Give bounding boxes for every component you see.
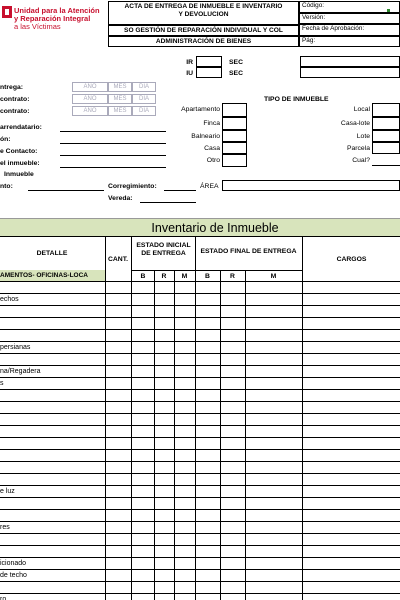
process-name: SO GESTIÓN DE REPARACIÓN INDIVIDUAL Y COL [108, 25, 299, 36]
row-line [0, 329, 400, 330]
logo-line-2: y Reparación Integral [14, 14, 91, 23]
row-line [0, 497, 400, 498]
row-line [0, 557, 400, 558]
ir-label: IR [186, 59, 193, 66]
col-estado-inicial [132, 242, 195, 258]
casa-lote-checkbox[interactable] [372, 117, 400, 130]
contrato1-ano[interactable]: AÑO [72, 94, 108, 104]
casa-checkbox[interactable] [222, 142, 247, 154]
table-row[interactable]: res [0, 524, 10, 531]
entrega-mes[interactable]: MES [108, 82, 132, 92]
row-line [0, 401, 400, 402]
section-label: AMENTOS- OFICINAS-LOCA [0, 272, 88, 279]
sub-final-m: M [270, 273, 277, 280]
logo-text [14, 7, 106, 31]
green-tick-icon [387, 9, 390, 12]
table-row[interactable]: s [0, 380, 4, 387]
lote-checkbox[interactable] [372, 130, 400, 142]
contrato2-ano[interactable]: AÑO [72, 106, 108, 116]
direccion-line[interactable] [60, 143, 166, 144]
contrato1-dia[interactable]: DIA [132, 94, 156, 104]
table-row[interactable]: na/Regadera [0, 368, 41, 375]
sub-col-divider [154, 270, 155, 600]
row-line [0, 413, 400, 414]
arrendatario-label: arrendatario: [0, 124, 42, 131]
row-line [0, 293, 400, 294]
table-row[interactable]: ro [0, 596, 7, 600]
row-line [0, 545, 400, 546]
parcela-label: Parcela [346, 145, 370, 152]
corregimiento-label: Corregimiento: [108, 183, 157, 190]
cual-label: Cual? [352, 157, 370, 164]
header-bottom-line [0, 281, 400, 282]
title-line-2: Y DEVOLUCION [178, 11, 229, 18]
sub-col-divider [174, 270, 175, 600]
balneario-checkbox[interactable] [222, 130, 247, 142]
entrega-label: ntrega: [0, 84, 24, 91]
col-estado-final: ESTADO FINAL DE ENTREGA [200, 248, 297, 255]
contrato2-mes[interactable]: MES [108, 106, 132, 116]
sub-final-b: B [205, 273, 210, 280]
balneario-label: Balneario [191, 133, 220, 140]
contrato-label-1: contrato: [0, 96, 30, 103]
logo-mark-icon [2, 6, 12, 18]
row-line [0, 377, 400, 378]
sub-col-divider [220, 270, 221, 600]
area-label: ÁREA [200, 183, 219, 190]
area-field[interactable] [222, 180, 400, 191]
iu-label: IU [186, 70, 193, 77]
row-line [0, 473, 400, 474]
corregimiento-line[interactable] [164, 190, 196, 191]
row-line [0, 569, 400, 570]
municipio-line[interactable] [28, 190, 104, 191]
meta-version: Versión: [299, 13, 400, 25]
lote-label: Lote [356, 133, 370, 140]
section-row-apartamentos [0, 270, 105, 281]
inmueble-label: Inmueble [4, 171, 34, 178]
direccion-label: ón: [0, 136, 11, 143]
table-row[interactable]: e luz [0, 488, 15, 495]
contrato2-dia[interactable]: DIA [132, 106, 156, 116]
sub-final-r: R [230, 273, 235, 280]
otro-label: Otro [206, 157, 220, 164]
table-row[interactable]: echos [0, 296, 19, 303]
apartamento-checkbox[interactable] [222, 103, 247, 117]
row-line [0, 461, 400, 462]
inventory-title: Inventario de Inmueble [151, 221, 279, 235]
row-line [0, 509, 400, 510]
row-line [0, 533, 400, 534]
table-row[interactable]: icionado [0, 560, 27, 567]
row-line [0, 593, 400, 594]
contacto-line[interactable] [60, 155, 166, 156]
finca-label: Finca [203, 120, 220, 127]
ir-sec-label: SEC [229, 59, 243, 66]
sub-inicial-m: M [181, 273, 188, 280]
unidad-victimas-logo [2, 6, 106, 36]
row-line [0, 365, 400, 366]
row-line [0, 353, 400, 354]
otro-checkbox[interactable] [222, 154, 247, 167]
logo-line-1: Unidad para la Atención [14, 6, 100, 15]
del-inmueble-line[interactable] [60, 167, 166, 168]
ir-field[interactable] [196, 56, 222, 67]
finca-checkbox[interactable] [222, 117, 247, 130]
del-inmueble-label: el inmueble: [0, 160, 40, 167]
sub-col-divider [245, 270, 246, 600]
table-row[interactable]: de techo [0, 572, 27, 579]
local-label: Local [353, 106, 370, 113]
col-cargos: CARGOS [336, 256, 367, 263]
document-title [108, 1, 299, 25]
table-top-line [0, 236, 400, 237]
sub-inicial-r: R [161, 273, 167, 280]
title-line-1: ACTA DE ENTREGA DE INMUEBLE E INVENTARIO [124, 3, 283, 10]
meta-codigo: Código: [299, 1, 400, 13]
apartamento-label: Apartamento [181, 106, 220, 113]
vereda-label: Vereda: [108, 195, 133, 202]
sec-field-2[interactable] [300, 67, 400, 78]
row-line [0, 437, 400, 438]
contrato-label-2: contrato: [0, 108, 30, 115]
contrato1-mes[interactable]: MES [108, 94, 132, 104]
vereda-line[interactable] [140, 202, 196, 203]
inventory-title-bar [0, 218, 400, 236]
col-detalle: DETALLE [36, 250, 68, 257]
iu-field[interactable] [196, 67, 222, 78]
row-line [0, 389, 400, 390]
contacto-label: e Contacto: [0, 148, 38, 155]
municipio-label: nto: [0, 183, 13, 190]
arrendatario-line[interactable] [60, 131, 166, 132]
row-line [0, 425, 400, 426]
casa-lote-label: Casa-lote [340, 120, 370, 127]
local-checkbox[interactable] [372, 103, 400, 117]
row-line [0, 317, 400, 318]
subheader-top-line [131, 270, 302, 271]
document-header [0, 0, 400, 48]
col-estado-inicial-line-2: DE ENTREGA [141, 250, 186, 257]
meta-fecha: Fecha de Aprobación: [299, 24, 400, 36]
entrega-dia[interactable]: DIA [132, 82, 156, 92]
row-line [0, 449, 400, 450]
admin-name: ADMINISTRACIÓN DE BIENES [108, 36, 299, 47]
cual-line[interactable] [372, 165, 400, 166]
row-line [0, 521, 400, 522]
col-estado-inicial-line-1: ESTADO INICIAL [136, 242, 191, 249]
sec-field-1[interactable] [300, 56, 400, 67]
sub-inicial-b: B [140, 273, 146, 280]
row-line [0, 341, 400, 342]
entrega-ano[interactable]: AÑO [72, 82, 108, 92]
inventory-table [0, 236, 400, 600]
row-line [0, 305, 400, 306]
table-row[interactable]: persianas [0, 344, 31, 351]
parcela-checkbox[interactable] [372, 142, 400, 154]
logo-line-3: a las Víctimas [14, 22, 61, 31]
col-cant: CANT. [107, 256, 128, 263]
iu-sec-label: SEC [229, 70, 243, 77]
tipo-inmueble-heading: TIPO DE INMUEBLE [264, 96, 329, 103]
casa-label: Casa [204, 145, 220, 152]
row-line [0, 485, 400, 486]
meta-pag: Pág: [299, 36, 400, 48]
row-line [0, 581, 400, 582]
